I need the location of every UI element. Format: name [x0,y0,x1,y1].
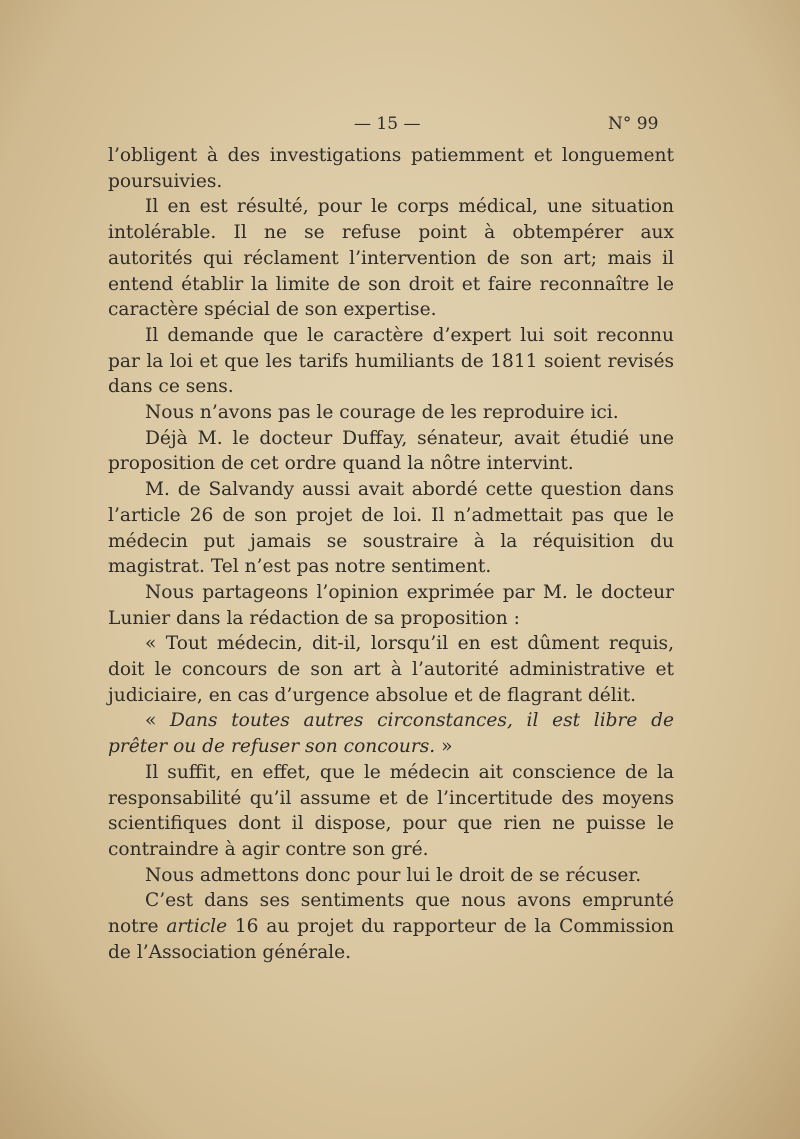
quote-italic-text: Dans toutes autres circonstances, il est libre de prêter ou de refuser son concours. [108,710,674,758]
last-paragraph-start: C’est dans ses sentiments que nous avons emprunté notre [108,890,674,938]
paragraph: Nous n’avons pas le courage de les reproduire ici. [145,402,619,424]
quote-italic-paragraph [108,708,674,759]
quote-close: » [435,736,453,758]
quote-paragraph: « Tout médecin, dit-il, lorsqu’il en est dûment requis, doit le concours de son art à l’autorité administrative et judiciaire, en cas d’urgence absolue et de flagrant délit. [108,633,674,706]
last-paragraph-end: 16 au projet du rapporteur de la Commission de l’Association générale. [108,916,675,963]
paragraph: M. de Salvandy aussi avait abordé cette question dans l’article 26 de son projet de loi. Il n’admettait pas que le médecin put jamais se soustraire à la réquisition du magistrat. Tel n’est pas notre sentiment. [108,479,674,578]
article-italic: article [166,916,228,938]
paragraph: Il suffit, en effet, que le médecin ait conscience de la responsabilité qu’il assume et de l’incertitude des moyens scientifiques dont il dispose, pour que rien ne puisse le contraindre à agir contre son gré. [108,761,674,860]
page-number: — 15 — [354,114,421,134]
paragraph: Il en est résulté, pour le corps médical, une situation intolérable. Il ne se refuse point à obtempérer aux autorités qui réclament l’intervention de son art; mais il entend établir la limite de son droit et faire reconnaître le caractère spécial de son expertise. [108,196,674,321]
paragraph: Il demande que le caractère d’expert lui soit reconnu par la loi et que les tarifs humiliants de 1811 soient revisés dans ce sens. [108,324,674,398]
body-text [108,143,674,966]
paragraph: Nous admettons donc pour lui le droit de se récuser. [145,864,642,886]
last-paragraph [108,888,674,965]
document-number: N° 99 [608,114,659,134]
paragraph: l’obligent à des investigations patiemment et longuement poursuivies. [108,145,674,192]
paragraph: Nous partageons l’opinion exprimée par M. le docteur Lunier dans la rédaction de sa proposition : [108,581,674,629]
paragraph: Déjà M. le docteur Duffay, sénateur, avait étudié une proposition de cet ordre quand la nôtre intervint. [108,427,674,475]
quote-open: « [145,710,171,732]
page-header [0,114,800,138]
